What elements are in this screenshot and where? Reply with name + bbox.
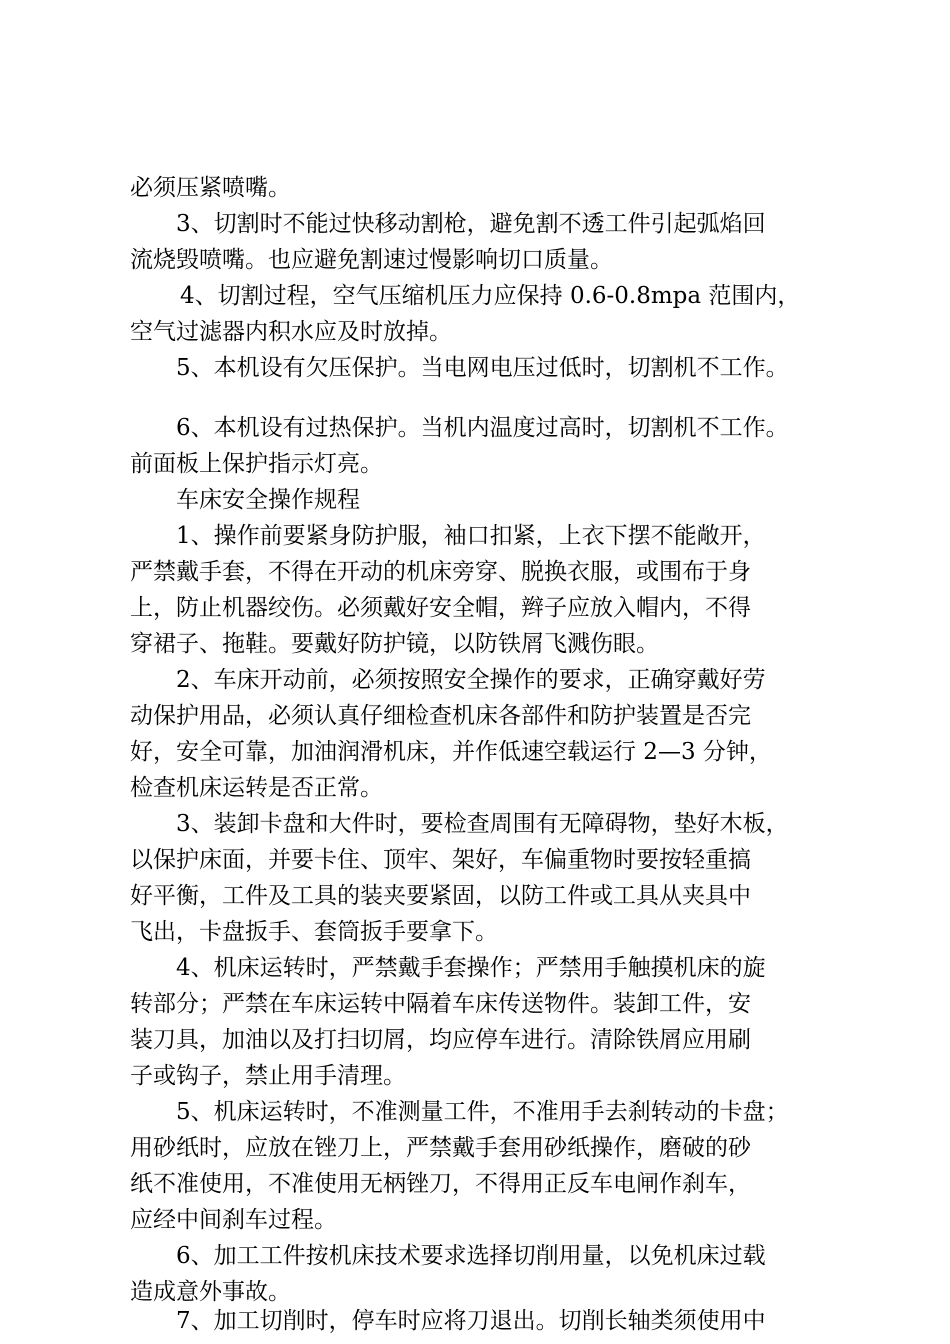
paragraph-item-4b: 4、机床运转时，严禁戴手套操作；严禁用手触摸机床的旋: [176, 955, 766, 981]
text-line: 上，防止机器绞伤。必须戴好安全帽，辫子应放入帽内，不得: [130, 595, 751, 621]
text-line: 应经中间刹车过程。: [130, 1207, 337, 1233]
text-line: 装刀具，加油以及打扫切屑，均应停车进行。清除铁屑应用刷: [130, 1027, 751, 1053]
text-line: 造成意外事故。: [130, 1279, 291, 1305]
text-line: 流烧毁喷嘴。也应避免割速过慢影响切口质量。: [130, 247, 613, 273]
paragraph-item-6b: 6、加工工件按机床技术要求选择切削用量，以免机床过载: [176, 1243, 766, 1269]
paragraph-item-7: 7、加工切削时，停车时应将刀退出。切削长轴类须使用中: [176, 1308, 766, 1334]
text-line: 动保护用品，必须认真仔细检查机床各部件和防护装置是否完: [130, 703, 751, 729]
paragraph-item-5b: 5、机床运转时，不准测量工件，不准用手去刹转动的卡盘；: [176, 1099, 789, 1125]
text-line: 空气过滤器内积水应及时放掉。: [130, 319, 452, 345]
text-line: 纸不准使用，不准使用无柄锉刀，不得用正反车电闸作刹车，: [130, 1171, 751, 1197]
text-line: 必须压紧喷嘴。: [130, 175, 291, 201]
paragraph-item-4: 4、切割过程，空气压缩机压力应保持 0.6-0.8mpa 范围内，: [180, 283, 801, 309]
section-heading: 车床安全操作规程: [176, 487, 360, 513]
text-line: 穿裙子、拖鞋。要戴好防护镜，以防铁屑飞溅伤眼。: [130, 631, 659, 657]
text-line: 检查机床运转是否正常。: [130, 775, 383, 801]
text-line: 转部分；严禁在车床运转中隔着车床传送物件。装卸工件，安: [130, 991, 751, 1017]
text-line: 好，安全可靠，加油润滑机床，并作低速空载运行 2—3 分钟，: [130, 739, 772, 765]
text-line: 严禁戴手套，不得在开动的机床旁穿、脱换衣服，或围布于身: [130, 559, 751, 585]
text-line: 以保护床面，并要卡住、顶牢、架好，车偏重物时要按轻重搞: [130, 847, 751, 873]
paragraph-item-3b: 3、装卸卡盘和大件时，要检查周围有无障碍物，垫好木板，: [176, 811, 789, 837]
paragraph-item-2: 2、车床开动前，必须按照安全操作的要求，正确穿戴好劳: [176, 667, 766, 693]
text-line: 好平衡，工件及工具的装夹要紧固，以防工件或工具从夹具中: [130, 883, 751, 909]
paragraph-item-5: 5、本机设有欠压保护。当电网电压过低时，切割机不工作。: [176, 355, 789, 381]
text-line: 飞出，卡盘扳手、套筒扳手要拿下。: [130, 919, 498, 945]
text-line: 子或钩子，禁止用手清理。: [130, 1063, 406, 1089]
text-line: 用砂纸时，应放在锉刀上，严禁戴手套用砂纸操作，磨破的砂: [130, 1135, 751, 1161]
text-line: 前面板上保护指示灯亮。: [130, 451, 383, 477]
paragraph-item-6: 6、本机设有过热保护。当机内温度过高时，切割机不工作。: [176, 415, 789, 441]
paragraph-item-1: 1、操作前要紧身防护服，袖口扣紧，上衣下摆不能敞开，: [176, 523, 766, 549]
paragraph-item-3: 3、切割时不能过快移动割枪，避免割不透工件引起弧焰回: [176, 211, 766, 237]
